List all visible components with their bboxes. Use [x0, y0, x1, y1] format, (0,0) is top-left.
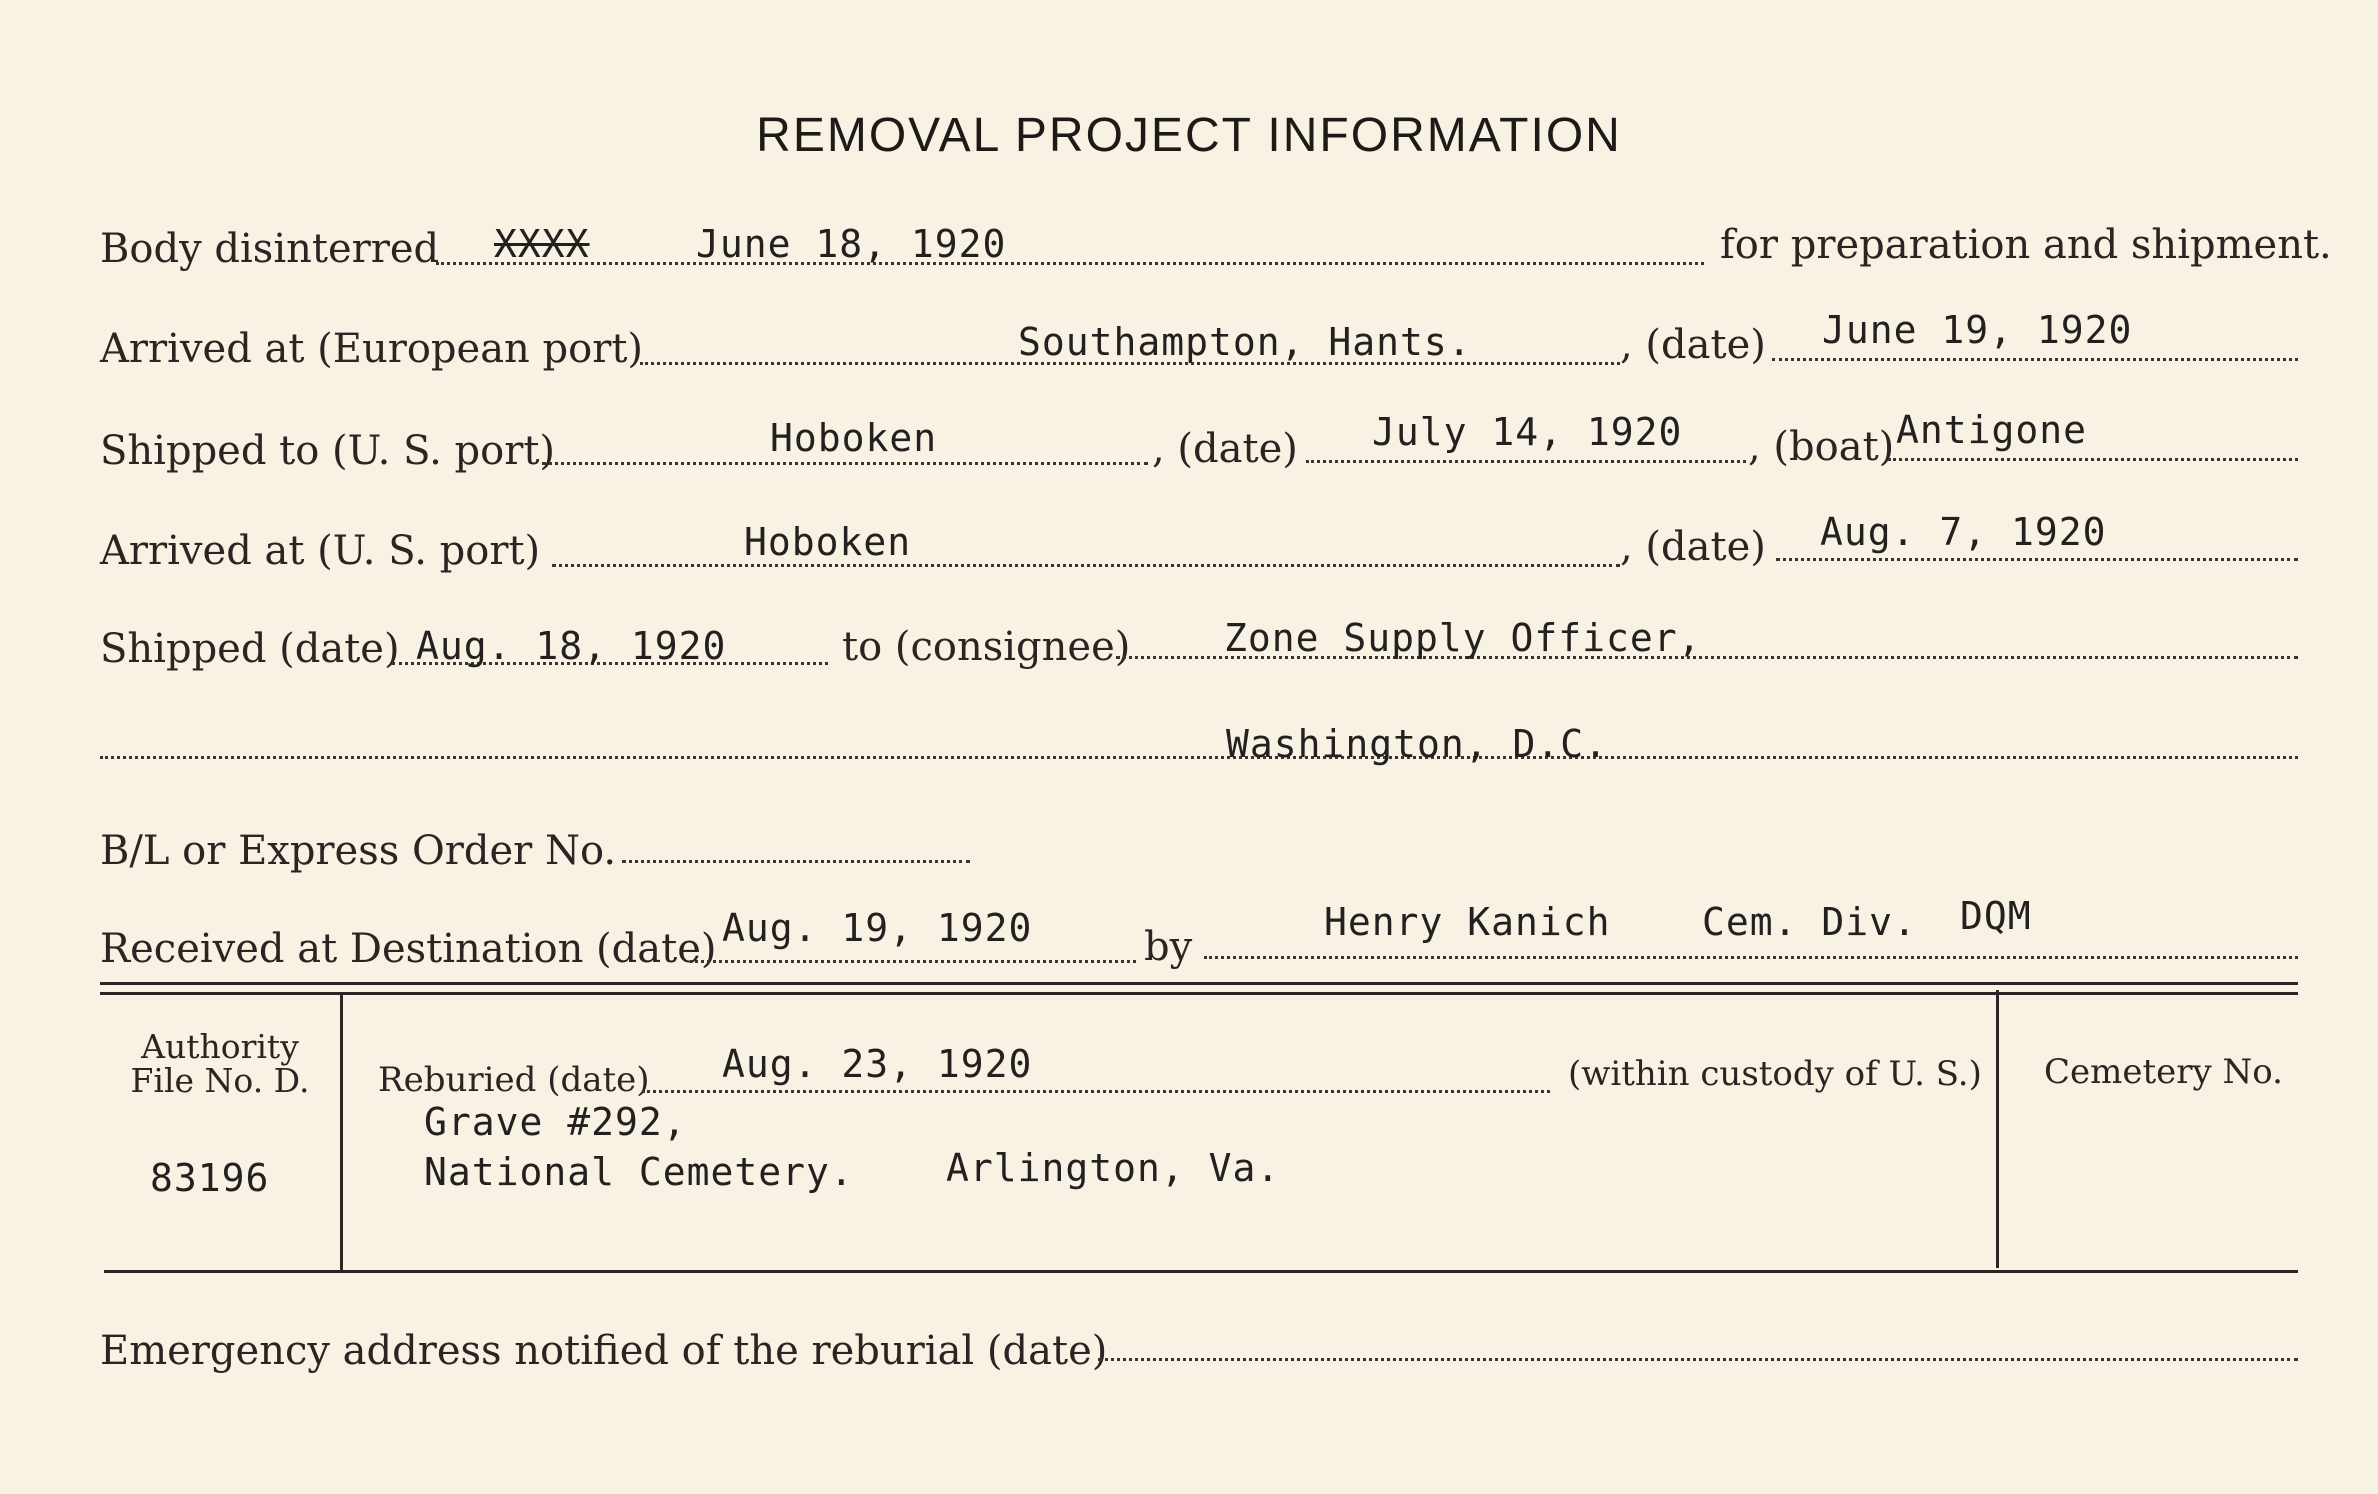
disinterred-date: June 18, 1920: [696, 222, 1007, 266]
shipped-date: Aug. 18, 1920: [416, 624, 727, 668]
arrived-eu-label: Arrived at (European port): [100, 326, 644, 372]
received-by-label: by: [1144, 924, 1193, 970]
table-top-rule-2: [100, 992, 2298, 995]
shipped-date-label: Shipped (date): [100, 626, 400, 672]
authority-label: [104, 1027, 336, 1100]
grave-line-2: National Cemetery.: [424, 1150, 854, 1194]
title-part-3: INFORMATION: [1267, 109, 1622, 162]
disinterred-line: [436, 262, 1704, 265]
shipped-us-date-line: [1306, 460, 1746, 463]
arrived-eu-date-line: [1772, 358, 2298, 361]
received-by-line: [1204, 956, 2298, 959]
arrived-eu-date-label: , (date): [1620, 322, 1766, 368]
shipped-us-boat-label: , (boat): [1748, 424, 1895, 470]
arrived-us-port: Hoboken: [744, 520, 912, 564]
received-date-line: [690, 960, 1136, 963]
shipped-us-boat: Antigone: [1896, 408, 2088, 452]
disinterred-label: Body disinterred: [100, 226, 440, 272]
table-divider-left: [340, 995, 343, 1271]
received-by-name: Henry Kanich: [1324, 900, 1611, 944]
arrived-eu-date: June 19, 1920: [1822, 308, 2133, 352]
received-date: Aug. 19, 1920: [722, 906, 1033, 950]
consignee-label: to (consignee): [842, 624, 1131, 670]
arrived-eu-port: Southampton, Hants.: [1018, 320, 1472, 364]
reburied-date: Aug. 23, 1920: [722, 1042, 1033, 1086]
reburied-line: [642, 1090, 1550, 1093]
received-by-division: Cem. Div.: [1702, 900, 1917, 944]
page-title: [0, 108, 2378, 163]
emergency-label: Emergency address notified of the reburial (date): [100, 1328, 1108, 1374]
received-by-dqm: DQM: [1960, 894, 2032, 938]
bl-label: B/L or Express Order No.: [100, 828, 617, 874]
consignee-line-2: [100, 756, 2298, 759]
received-label: Received at Destination (date): [100, 926, 717, 972]
shipped-us-boat-line: [1888, 458, 2298, 461]
authority-label-line2: File No. D.: [130, 1061, 310, 1100]
table-divider-right: [1996, 990, 1999, 1268]
disinterred-struck: XXXX: [494, 222, 590, 266]
shipped-us-label: Shipped to (U. S. port): [100, 428, 555, 474]
shipped-us-port: Hoboken: [770, 416, 938, 460]
custody-label: (within custody of U. S.): [1568, 1054, 1982, 1094]
arrived-us-date: Aug. 7, 1920: [1820, 510, 2107, 554]
authority-file-number: 83196: [150, 1156, 270, 1200]
arrived-us-label: Arrived at (U. S. port): [100, 528, 541, 574]
bl-line: [622, 860, 970, 863]
shipped-us-date-label: , (date): [1152, 426, 1298, 472]
disinterred-suffix: for preparation and shipment.: [1720, 222, 2332, 268]
authority-label-line1: Authority: [141, 1027, 299, 1066]
shipped-us-date: July 14, 1920: [1372, 410, 1683, 454]
arrived-us-date-label: , (date): [1620, 524, 1766, 570]
arrived-us-date-line: [1776, 558, 2298, 561]
reburied-label: Reburied (date): [378, 1060, 650, 1100]
consignee-line1: Zone Supply Officer,: [1224, 616, 1702, 660]
cemetery-no-label: Cemetery No.: [2044, 1052, 2283, 1092]
title-part-1: REMOVAL: [756, 109, 1000, 162]
arrived-us-line: [552, 564, 1620, 567]
consignee-line2: Washington, D.C.: [1226, 722, 1609, 766]
grave-line-3: Arlington, Va.: [946, 1146, 1281, 1190]
shipped-us-line: [542, 462, 1148, 465]
emergency-line: [1098, 1358, 2298, 1361]
grave-line-1: Grave #292,: [424, 1100, 687, 1144]
table-top-rule: [100, 982, 2298, 985]
title-part-2: PROJECT: [1014, 109, 1253, 162]
table-bottom-rule: [104, 1270, 2298, 1273]
